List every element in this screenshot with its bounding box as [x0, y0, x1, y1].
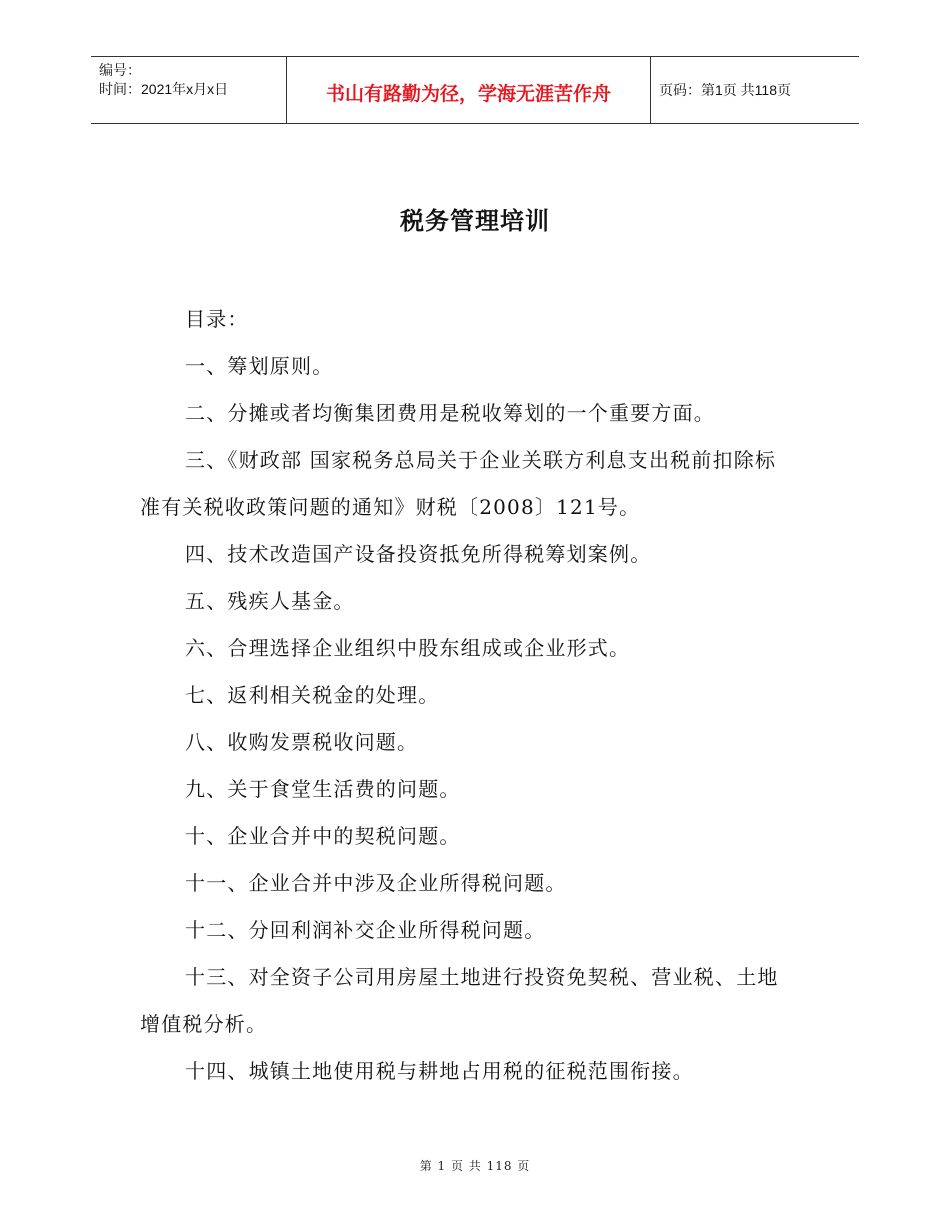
toc-item: 一、筹划原则。	[185, 354, 334, 378]
toc-item: 二、分摊或者均衡集团费用是税收筹划的一个重要方面。	[185, 401, 715, 425]
toc-item: 十三、对全资子公司用房屋土地进行投资免契税、营业税、土地	[185, 965, 779, 989]
header-page-cell	[650, 57, 859, 123]
toc-item: 五、残疾人基金。	[185, 589, 355, 613]
toc-item: 九、关于食堂生活费的问题。	[185, 777, 461, 801]
toc-item: 十四、城镇土地使用税与耕地占用税的征税范围衔接。	[185, 1059, 694, 1083]
toc-list	[140, 350, 820, 1102]
toc-item: 六、合理选择企业组织中股东组成或企业形式。	[185, 636, 631, 660]
document-number-label: 编号：	[99, 62, 141, 78]
header-motto-cell	[286, 57, 651, 123]
toc-item: 十、企业合并中的契税问题。	[185, 824, 461, 848]
toc-item: 准有关税收政策问题的通知》财税〔2008〕121号。	[140, 495, 641, 519]
toc-item: 四、技术改造国产设备投资抵免所得税筹划案例。	[185, 542, 652, 566]
document-title: 税务管理培训	[400, 207, 550, 235]
page-header	[91, 56, 859, 124]
page-footer: 第 1 页 共 118 页	[419, 1159, 531, 1173]
header-page-info: 页码：第1页 共118页	[659, 82, 791, 98]
toc-item: 三、《财政部 国家税务总局关于企业关联方利息支出税前扣除标	[185, 448, 777, 472]
header-motto: 书山有路勤为径，学海无涯苦作舟	[325, 83, 611, 105]
table-of-contents	[140, 303, 820, 1102]
toc-item: 七、返利相关税金的处理。	[185, 683, 440, 707]
toc-item: 八、收购发票税收问题。	[185, 730, 419, 754]
toc-heading: 目录：	[185, 307, 249, 331]
toc-item: 十二、分回利润补交企业所得税问题。	[185, 918, 546, 942]
header-meta-cell	[91, 57, 286, 123]
toc-item: 十一、企业合并中涉及企业所得税问题。	[185, 871, 567, 895]
document-time-label: 时间：2021年x月x日	[99, 81, 229, 97]
toc-item: 增值税分析。	[140, 1012, 268, 1036]
